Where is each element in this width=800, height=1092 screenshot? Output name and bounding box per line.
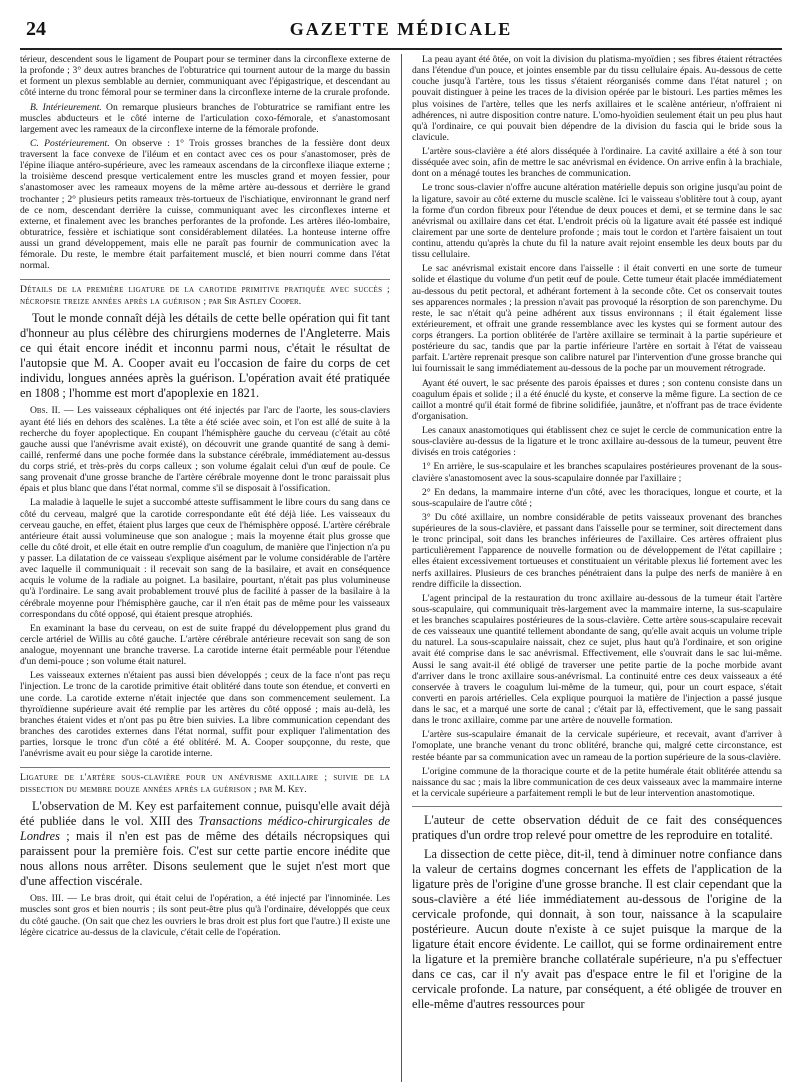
section-lead: C. Postérieurement. (30, 137, 110, 149)
paragraph: Ayant été ouvert, le sac présente des parois épaisses et dures ; son contenu consiste dans un coagulum épais et solide ; il a été énuclé du kyste, et conserve la même figure. La section de ce caillot a montré qu'il était formé de fibrine solidifiée, jaunâtre, et n'offrant pas de trace évidente d'organisation. (412, 377, 782, 422)
list-item: 1° En arrière, le sus-scapulaire et les branches scapulaires postérieures provenant de la sous-clavière s'anastomosent avec la sous-scapulaire donnée par l'axillaire ; (412, 461, 782, 484)
newspaper-page (20, 14, 782, 1084)
article-author: par Sir Astley Cooper. (206, 295, 302, 307)
list-item: 3° Du côté axillaire, un nombre considérable de petits vaisseaux provenant des branches supérieures de la sous-clavière, et passant dans l'aisselle pour se terminer, soit directement dans le tronc principal, soit dans les branches inférieures de l'axillaire. Ces artères offraient plus particulièrement l'apparence de nouvelle formation ou de développement de l'état capillaire ; elles étaient excessivement tortueuses et constituaient un véritable plexus lié fortement avec les nerfs axillaires. Plusieurs de ces branches pénétraient dans la pulpe des nerfs de manière à en rendre difficile la dissection. (412, 511, 782, 590)
paragraph: Le sac anévrismal existait encore dans l'aisselle : il était converti en une sorte de tumeur solide et élastique du volume d'un petit œuf de poule. Cette tumeur était placée immédiatement au-dessous du petit pectoral, et adhérant fortement à la seconde côte. Cet os conservait toutes ses apparences normales ; la pression n'avait pas provoqué la résorption de son parenchyme. Du reste, le sac n'était qu'à peine adhérent aux tissus environnans ; il était également lisse extérieurement, et offrait une grande ressemblance avec les kystes qui se forment autour des corps étrangers. La portion oblitérée de l'artère axillaire se terminait à la partie supérieure et postérieure du sac, tandis que par la partie inférieure l'artère en sortait à l'état de vaisseau parfait. L'artère reprenait presque son calibre naturel par l'intervention d'une grosse branche qui lui fournissait le sang immédiatement au-dessous de la poche par un mouvement rétrograde. (412, 263, 782, 375)
paragraph: La dissection de cette pièce, dit-il, tend à diminuer notre confiance dans la valeur de certains dogmes concernant les effets de l'application de la ligature près de l'origine d'une grosse branche. Il est clair cependant que la sous-clavière a été liée immédiatement au-dessous de l'origine de la cervicale profonde, qui donnait, à son tour, naissance à la scapulaire postérieure. Aucun doute n'existe à ce sujet puisque la marque de la ligature était encore évidente. Le caillot, qui se forme ordinairement entre la ligature et la première branche collatérale supérieure, n'a pu s'effectuer dans ce cas, car il n'y avait pas d'espace entre le fil et l'origine de la cervicale profonde. La nature, par conséquent, a été obligée de trouver en elle-même d'autres ressources pour (412, 847, 782, 1011)
page-header (20, 14, 782, 50)
section-lead: B. Intérieurement. (30, 101, 102, 113)
column-divider (401, 54, 402, 1082)
paragraph: C. Postérieurement. On observe : 1° Trois grosses branches de la fessière dont deux traversent la face convexe de l'iléum et en contact avec ces os pour s'anastomoser, près de l'épine iliaque antéro-supérieure, avec les rameaux ascendans de la circonflexe iliaque externe ; la troisième descend presque verticalement entre les muscles grand et moyen fessier, pour s'anastomoser avec les rameaux moyens de la même artère au-dessous et derrière le grand trochanter ; 2° plusieurs petits rameaux très-tortueux de l'ischiatique, environnant le grand nerf de ce nom, descendant derrière la cuisse, communiquant avec les circonflexes interne et externe, et finalement avec les branches perforantes de la profonde. Les artères iléo-lombaire, obturatrice, fessière et ischiatique sont considérablement dilatées. La honteuse interne offre aussi un grand développement, mais elle ne paraît pas fournir de communication avec la fémorale. Du reste, le membre était parfaitement musclé, et bien nourri comme dans l'état normal. (20, 137, 390, 272)
left-column (20, 54, 390, 1084)
paragraph: La peau ayant été ôtée, on voit la division du platisma-myoïdien ; ses fibres étaient rétractées dans l'étendue d'un pouce, et jointes ensemble par du tissu cellulaire épais. Au-dessous de cette couche jusqu'à l'artère, tous les tissus s'étaient réorganisés comme dans l'état naturel ; on pouvait distinguer à peine les traces de la division opérée par le bistouri. Les parties mêmes les plus voisines de l'artère, telles que les nerfs axillaires et le scalène antérieur, n'offraient ni adhérences, ni autre disposition contre nature. L'omo-hyoïdien seulement était un peu plus haut qu'à l'ordinaire, ce qui pouvait bien dépendre de la division du fascia qui le bride sous la clavicule. (412, 54, 782, 143)
article-heading: Ligature de l'artère sous-clavière pour un anévrisme axillaire ; suivie de la dissection du membre douze années après la guérison ; par M. Key. (20, 767, 390, 795)
paragraph: L'origine commune de la thoracique courte et de la petite humérale était oblitérée attendu sa naissance du sac ; mais la libre communication de ces deux vaisseaux avec la mammaire interne et la cervicale supérieure a parfaitement rempli le but de leur intervention anastomotique. (412, 765, 782, 799)
paragraph: Le tronc sous-clavier n'offre aucune altération matérielle depuis son origine jusqu'au point de la ligature, savoir au côté externe du muscle scalène. Ici le vaisseau s'oblitère tout à coup, ayant la forme d'un cordon fibreux pour l'étendue de deux pouces et demi, et se termine dans le sac anévrismal ou axillaire dans cet état. L'endroit précis où la ligature avait été passée est indiqué clairement par une sorte de dentelure profonde ; mais tout le cordon et l'artère faisaient un tout continu, attendu qu'après la chute du fil la nature avait rejoint ensemble les deux bouts par du tissu cellulaire. (412, 182, 782, 261)
list-item: 2° En dedans, la mammaire interne d'un côté, avec les thoraciques, longue et courte, et la sous-scapulaire de l'autre côté ; (412, 486, 782, 509)
paragraph: En examinant la base du cerveau, on est de suite frappé du développement plus grand du cercle artériel de Willis au côté gauche. L'artère cérébrale antérieure recevait son sang de son analogue, moyennant une branche traverse. La carotide interne était perméable pour l'étendue d'un demi-pouce ; son volume était naturel. (20, 622, 390, 668)
article-heading: Détails de la première ligature de la carotide primitive pratiquée avec succès ; nécropsie treize années après la guérison ; par Sir Astley Cooper. (20, 279, 390, 307)
right-column (412, 54, 782, 1084)
section-divider (412, 806, 782, 807)
paragraph: Obs. II. — Les vaisseaux céphaliques ont été injectés par l'arc de l'aorte, les sous-claviers ayant été liés en dehors des scalènes. La tête a été sciée avec soin, et l'on est allé de suite à la recherche du foyer apoplectique. En coupant l'hémisphère gauche du cerveau (c'était au côté gauche aussi que l'anévrisme avait existé), on découvrit une grande quantité de sang à demi-caillé, renfermé dans une poche formée dans la substance cérébrale, immédiatement au-dessus du corps strié, et très-près du corps calleux ; son volume égalait celui d'un œuf de poule. Ce sang provenait d'une grosse branche de l'artère cérébrale moyenne dont le tronc paraissait plus épais et plus blanc que dans l'état normal, comme s'il se disposait à l'ossification. (20, 405, 390, 495)
paragraph: Tout le monde connaît déjà les détails de cette belle opération qui fit tant d'honneur au plus célèbre des chirurgiens modernes de l'Angleterre. Mais ce qui était encore inédit et inconnu parmi nous, c'était le résultat de l'autopsie que M. A. Cooper avait eu l'occasion de faire du corps de cet individu, longues années après la guérison. L'opération avait été pratiquée en 1808 ; l'homme est mort d'apoplexie en 1821. (20, 311, 390, 401)
journal-reference: Transactions médico-chirurgicales de Londres (20, 814, 390, 844)
paragraph: L'auteur de cette observation déduit de ce fait des conséquences pratiques d'un ordre trop relevé pour omettre de les reproduire en totalité. (412, 813, 782, 842)
paragraph: L'observation de M. Key est parfaitement connue, puisqu'elle avait déjà été publiée dans le vol. XIII des Transactions médico-chirurgicales de Londres ; mais il n'en est pas de même des détails nécropsiques qui paraissent pour la première fois. C'est sur cette partie encore inédite que nous allons nous arrêter. Disons seulement que le sujet n'est mort que d'une affection viscérale. (20, 799, 390, 889)
journal-title: GAZETTE MÉDICALE (289, 19, 513, 39)
paragraph: L'agent principal de la restauration du tronc axillaire au-dessous de la tumeur était l'artère sous-scapulaire, qui communiquait très-largement avec la mammaire interne, la sus-scapulaire et les branches scapulaires postérieures de la sous-clavière. Cette artère sous-scapulaire recevait de ces vaisseaux une quantité tellement abondante de sang, qu'elle avait acquis un volume triple du naturel. La sous-scapulaire naissait, chez ce sujet, plus haut qu'à l'ordinaire, et son origine avait été comprise dans le sac anévrismal. Effectivement, elle s'ouvrait dans le sac lui-même. Aussi le sang avait-il été obligé de traverser une petite partie de la poche morbide avant d'arriver dans le tronc axillaire sous-anévrismal. La continuité entre ces deux vaisseaux a été conservée à travers le coagulum lui-même de la tumeur, qui, pour un court espace, s'était converti en parois artérielles. Cela explique pourquoi la matière de l'injection a passé jusque dans le sac, et a marqué une sorte de canal ; c'était par là, effectivement, que le sang passait dans le tronc axillaire, comme par une artère de nouvelle formation. (412, 592, 782, 727)
paragraph: L'artère sous-clavière a été alors disséquée à l'ordinaire. La cavité axillaire a été à son tour disséquée avec soin, afin de mettre le sac anévrismal en évidence. On arrive enfin à la brachiale, dont on a ménagé toutes les branches de communication. (412, 146, 782, 180)
article-author: par M. Key. (256, 783, 307, 795)
paragraph: La maladie à laquelle le sujet a succombé atteste suffisamment le libre cours du sang dans ce côté du cerveau, malgré que la carotide correspondante eût été déjà liée. Les vaisseaux du cerveau gauche, en effet, étaient plus larges que ceux de l'hémisphère opposé. L'artère cérébrale antérieure était aussi volumineuse que son analogue ; mais la moyenne était plus grosse que celle du côté droit, et elle était en outre remplie d'un coagulum, de manière que l'injection n'a pu y passer. La dilatation de ce vaisseau s'explique aisément par le volume considérable de l'artère avec laquelle il communiquait : il recevait son sang de la basilaire, et avait en conséquence acquis le volume de la radiale au poignet. La basilaire, pourtant, n'était pas plus volumineuse qu'à l'ordinaire. Le sang avait probablement trouvé plus de facilité à passer de la basilaire à la cérébrale moyenne pour l'hémisphère gauche, car il n'en était pas de même pour les vaisseaux correspondans du côté opposé, qui étaient presque atrophiés. (20, 497, 390, 620)
paragraph: Obs. III. — Le bras droit, qui était celui de l'opération, a été injecté par l'innominée. Les muscles sont gros et bien nourris ; ils sont peut-être plus qu'à l'ordinaire, développés que ceux du côté gauche. (On sait que chez les ouvriers le bras droit est plus fort que l'autre.) Il existe une légère cicatrice au-dessus de la clavicule, c'était celle de l'opération. (20, 893, 390, 938)
paragraph: Les canaux anastomotiques qui établissent chez ce sujet le cercle de communication entre la sous-clavière au-dessus de la ligature et le tronc axillaire au-dessous de la tumeur, peuvent être divisés en trois catégories : (412, 425, 782, 459)
paragraph: Les vaisseaux externes n'étaient pas aussi bien développés ; ceux de la face n'ont pas reçu l'injection. Le tronc de la carotide primitive était oblitéré dans toute son étendue, et converti en une corde. La carotide externe n'était injectée que dans son commencement seulement. La thyroïdienne supérieure avait été remplie par les artères du côté opposé ; mais au-delà, les branches étaient vides et n'ont pas pu être bien suivies. La libre communication cependant des branches des carotides externes dans l'état normal, suffit pour expliquer l'alimentation des parties, lorsque le tronc d'un côté a été oblitéré. M. A. Cooper soupçonne, du reste, que l'anévrisme avait eu pour siège la carotide interne. (20, 670, 390, 760)
paragraph: B. Intérieurement. On remarque plusieurs branches de l'obturatrice se ramifiant entre les muscles abducteurs et le côté interne de l'articulation coxo-fémorale, et s'anastomosant largement avec les rameaux de la circonflexe interne de la fémorale profonde. (20, 101, 390, 135)
page-number: 24 (26, 18, 46, 40)
observation-label: Obs. II. (30, 405, 61, 417)
paragraph: térieur, descendent sous le ligament de Poupart pour se terminer dans la circonflexe externe de la profonde ; 3° deux autres branches de l'obturatrice qui tournent autour de la marge du bassin et forment un plexus semblable au dernier, communiquant avec l'épigastrique, et descendant au côté interne du tronc fémoral pour se terminer dans la circonflexe interne de la crurale profonde. (20, 54, 390, 99)
observation-label: Obs. III. (30, 893, 64, 905)
paragraph: L'artère sus-scapulaire émanait de la cervicale supérieure, et recevait, avant d'arriver à l'omoplate, une branche venant du tronc oblitéré, branche qui, malgré cette circonstance, est restée béante par sa communication avec un rameau de la portion supérieure de la sous-clavière. (412, 729, 782, 763)
